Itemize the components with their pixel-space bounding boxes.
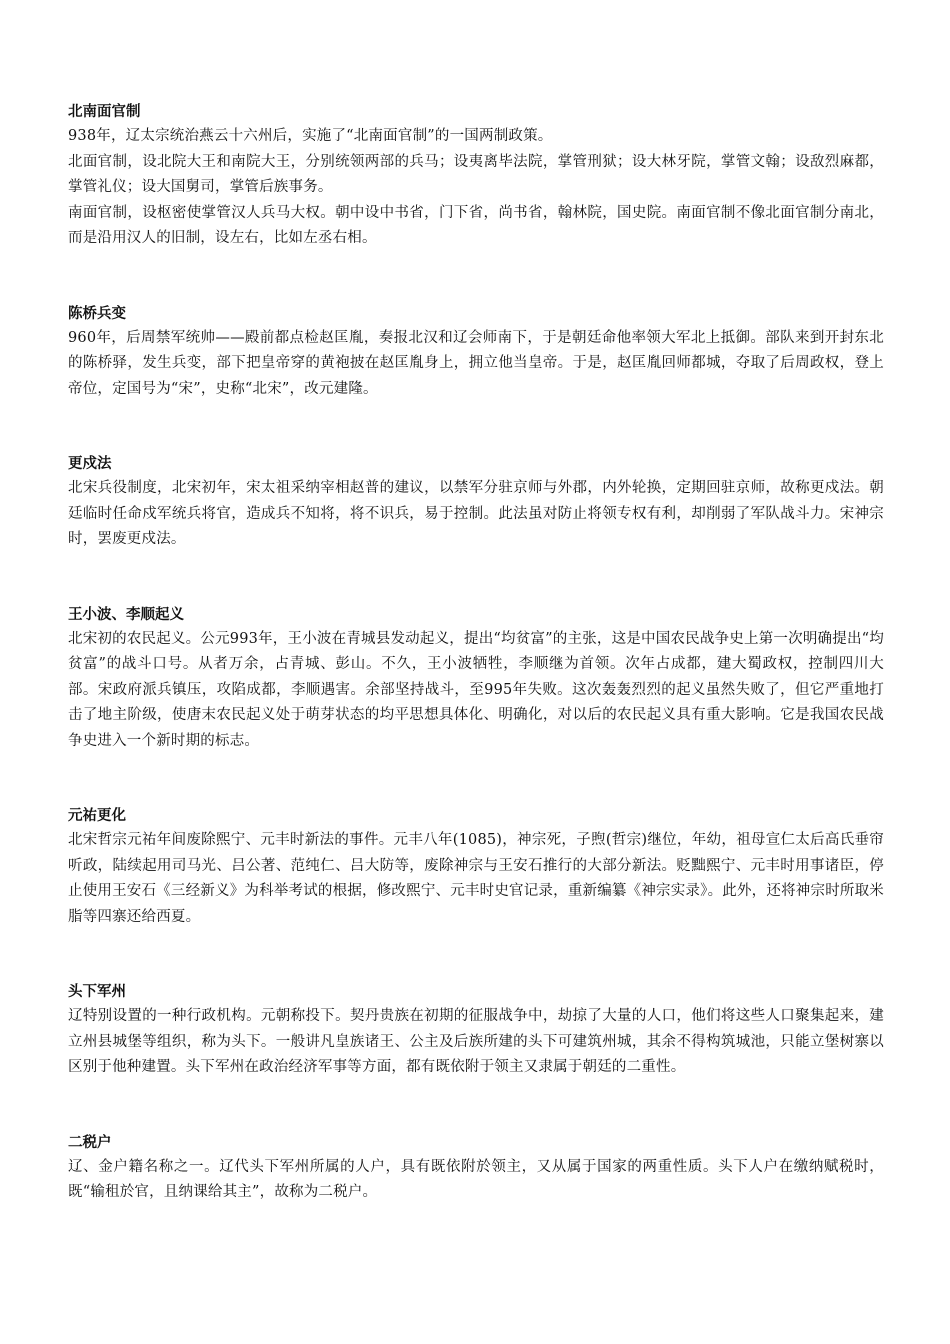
section-yuanyou — [68, 804, 884, 930]
section-title: 更戍法 — [68, 456, 112, 472]
section-title: 头下军州 — [68, 984, 126, 1000]
section-chenqiao — [68, 302, 884, 403]
section-title: 陈桥兵变 — [68, 305, 126, 322]
section-spacer — [68, 1081, 884, 1131]
document-page — [68, 100, 884, 1206]
section-gengshu — [68, 452, 884, 553]
section-ershuihu — [68, 1131, 884, 1206]
paragraph: 北宋哲宗元祐年间废除熙宁、元丰时新法的事件。元丰八年(1085)，神宗死，子煦(哲宗)继位，年幼，祖母宣仁太后高氏垂帘听政，陆续起用司马光、吕公著、范纯仁、吕大防等，废除神宗与王安石推行的大部分新法。贬黜熙宁、元丰时用事诸臣，停止使用王安石《三经新义》为科举考试的根据，修改熙宁、元丰时史官记录，重新编纂《神宗实录》。此外，还将神宗时所取米脂等四寨还给西夏。 — [68, 832, 884, 925]
paragraph: 辽、金户籍名称之一。辽代头下军州所属的人户，具有既依附於领主，又从属于国家的两重性质。头下人户在缴纳赋税时，既“输租於官，且纳课给其主”，故称为二税户。 — [68, 1158, 884, 1200]
section-spacer — [68, 402, 884, 452]
section-title: 王小波、李顺起义 — [68, 606, 184, 623]
section-wangxiaobo — [68, 603, 884, 755]
paragraph: 南面官制，设枢密使掌管汉人兵马大权。朝中设中书省，门下省，尚书省，翰林院，国史院。南面官制不像北面官制分南北，而是沿用汉人的旧制，设左右，比如左丞右相。 — [68, 204, 884, 246]
paragraph: 北面官制，设北院大王和南院大王，分别统领两部的兵马；设夷离毕法院，掌管刑狱；设大林牙院，掌管文翰；设敌烈麻都，掌管礼仪；设大国舅司，掌管后族事务。 — [68, 153, 884, 195]
section-spacer — [68, 252, 884, 302]
paragraph: 938年，辽太宗统治燕云十六州后，实施了“北南面官制”的一国两制政策。 — [68, 128, 553, 144]
paragraph: 北宋初的农民起义。公元993年，王小波在青城县发动起义，提出“均贫富”的主张，这是中国农民战争史上第一次明确提出“均贫富”的战斗口号。从者万余，占青城、彭山。不久，王小波牺牲，李顺继为首领。次年占成都，建大蜀政权，控制四川大部。宋政府派兵镇压，攻陷成都，李顺遇害。余部坚持战斗，至995年失败。这次轰轰烈烈的起义虽然失败了，但它严重地打击了地主阶级，使唐末农民起义处于萌芽状态的均平思想具体化、明确化，对以后的农民起义具有重大影响。它是我国农民战争史进入一个新时期的标志。 — [68, 630, 884, 749]
section-touxia — [68, 980, 884, 1081]
section-spacer — [68, 930, 884, 980]
section-spacer — [68, 754, 884, 804]
paragraph: 北宋兵役制度，北宋初年，宋太祖采纳宰相赵普的建议，以禁军分驻京师与外郡，内外轮换，定期回驻京师，故称更戍法。朝廷临时任命戍军统兵将官，造成兵不知将，将不识兵，易于控制。此法虽对防止将领专权有利，却削弱了军队战斗力。宋神宗时，罢废更戍法。 — [68, 480, 884, 547]
section-title: 北南面官制 — [68, 104, 141, 120]
section-beinanmian — [68, 100, 884, 252]
section-spacer — [68, 553, 884, 603]
section-title: 二税户 — [68, 1134, 112, 1151]
paragraph: 960年，后周禁军统帅——殿前都点检赵匡胤，奏报北汉和辽会师南下，于是朝廷命他率领大军北上抵御。部队来到开封东北的陈桥驿，发生兵变，部下把皇帝穿的黄袍披在赵匡胤身上，拥立他当皇帝。于是，赵匡胤回师都城，夺取了后周政权，登上帝位，定国号为“宋”，史称“北宋”，改元建隆。 — [68, 329, 884, 397]
section-title: 元祐更化 — [68, 808, 126, 824]
paragraph: 辽特别设置的一种行政机构。元朝称投下。契丹贵族在初期的征服战争中，劫掠了大量的人口，他们将这些人口聚集起来，建立州县城堡等组织，称为头下。一般讲凡皇族诸王、公主及后族所建的头下可建筑州城，其余不得构筑城池，只能立堡树寨以区别于他种建置。头下军州在政治经济军事等方面，都有既依附于领主又隶属于朝廷的二重性。 — [68, 1008, 884, 1075]
